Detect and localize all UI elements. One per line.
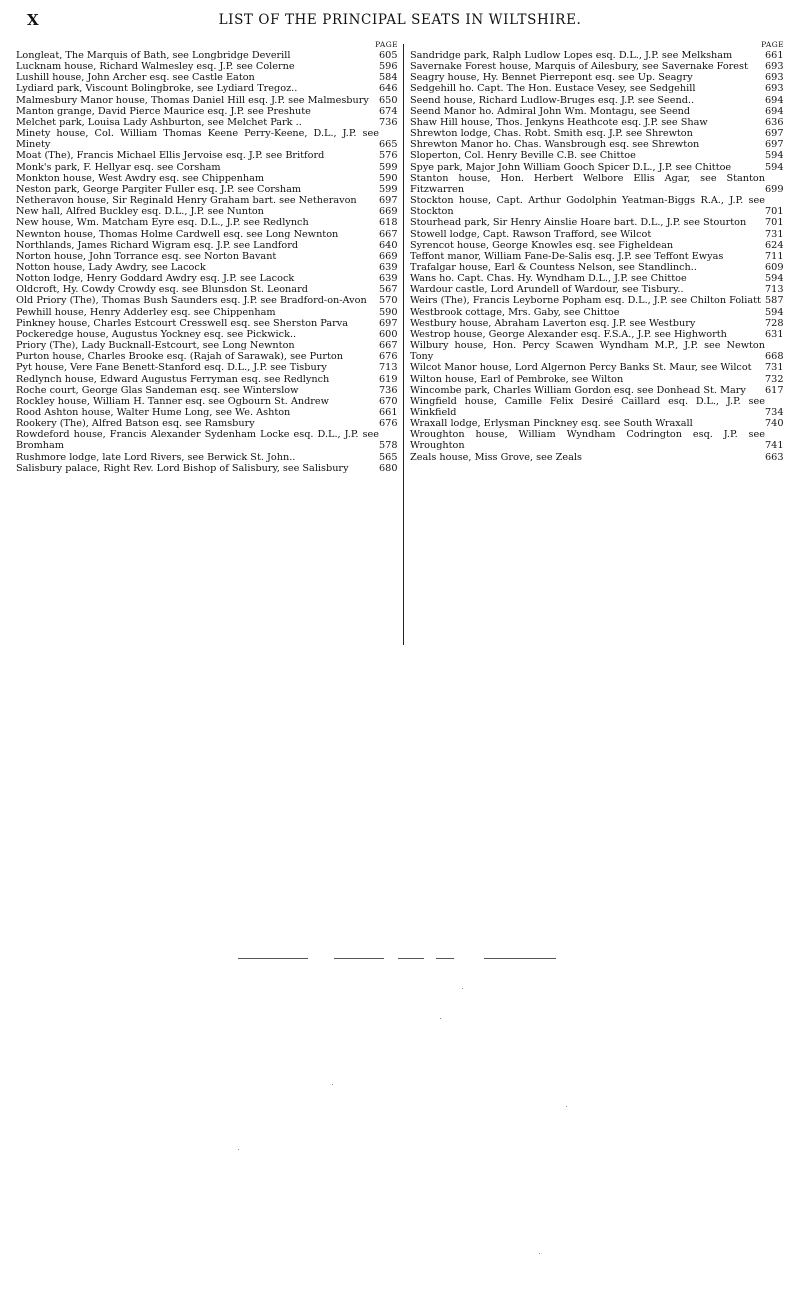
seat-entry-text: Netheravon house, Sir Reginald Henry Graham bart. see Netheravon <box>16 195 357 207</box>
seat-entry-page: 669 <box>379 206 398 218</box>
seat-entry-text: Monkton house, West Awdry esq. see Chippenham <box>16 172 265 184</box>
seat-entry-page: 594 <box>765 273 784 285</box>
seat-entry-page: 596 <box>379 61 398 73</box>
seat-entry-text: Redlynch house, Edward Augustus Ferryman esq. see Redlynch <box>16 373 330 385</box>
seat-entry <box>410 429 784 451</box>
seat-entry-text: Zeals house, Miss Grove, see Zeals <box>410 451 582 463</box>
seat-entry <box>410 139 784 150</box>
seat-entry-text: Notton house, Lady Awdry, see Lacock <box>16 261 206 273</box>
seat-entry <box>16 385 398 396</box>
seat-entry-page: 590 <box>379 306 398 318</box>
seat-entry <box>16 418 398 429</box>
seat-entry-page: 631 <box>765 328 784 340</box>
seat-entry <box>16 184 398 195</box>
seat-entry-text: Newnton house, Thomas Holme Cardwell esq. see Long Newnton <box>16 228 339 240</box>
seat-entry <box>16 262 398 273</box>
seat-entry-text: Pinkney house, Charles Estcourt Cresswell esq. see Sherston Parva <box>16 317 348 329</box>
seat-entry-page: 565 <box>379 451 398 463</box>
seat-entry-text: Rookery (The), Alfred Batson esq. see Ramsbury <box>16 418 255 430</box>
seat-entry-text: Rockley house, William H. Tanner esq. see Ogbourn St. Andrew <box>16 395 329 407</box>
print-speck <box>539 1253 540 1254</box>
seat-entry-page: 694 <box>765 94 784 106</box>
seat-entry <box>16 307 398 318</box>
print-speck <box>332 1084 333 1085</box>
seat-entry-page: 731 <box>765 228 784 240</box>
seat-entry <box>16 195 398 206</box>
right-column <box>410 40 784 463</box>
seat-entry-page: 599 <box>379 161 398 173</box>
seat-entry-text: Minety house, Col. William Thomas Keene Perry-Keene, D.L., J.P. see Minety <box>16 128 379 151</box>
seat-entry <box>16 374 398 385</box>
seat-entry-page: 701 <box>765 217 784 229</box>
seat-entry <box>410 61 784 72</box>
seat-entry <box>410 307 784 318</box>
seat-entry-page: 697 <box>765 128 784 140</box>
seat-entry-page: 676 <box>379 418 398 430</box>
seat-entry-text: Wincombe park, Charles William Gordon esq. see Donhead St. Mary <box>410 384 746 396</box>
seat-entry-page: 609 <box>765 261 784 273</box>
seat-entry-text: Rood Ashton house, Walter Hume Long, see We. Ashton <box>16 407 291 418</box>
seat-entry-text: Salisbury palace, Right Rev. Lord Bishop of Salisbury, see Salisbury <box>16 462 349 474</box>
seat-entry <box>410 150 784 161</box>
seat-entry-page: 567 <box>379 284 398 296</box>
seat-entry <box>410 362 784 373</box>
seat-entry <box>16 206 398 217</box>
seat-entry-text: Pewhill house, Henry Adderley esq. see Chippenham <box>16 306 276 318</box>
seat-entry <box>16 95 398 106</box>
seat-entry-page: 736 <box>379 384 398 396</box>
left-column <box>16 40 398 474</box>
seat-entry <box>16 61 398 72</box>
seat-entry-page: 674 <box>379 105 398 117</box>
seat-entry <box>410 128 784 139</box>
page-column-heading: PAGE <box>761 40 784 49</box>
seat-entry <box>16 407 398 418</box>
seat-entry <box>410 195 784 217</box>
seat-entry <box>410 240 784 251</box>
seat-entry-page: 740 <box>765 418 784 430</box>
seat-entry <box>410 50 784 61</box>
seat-entry-text: Stowell lodge, Capt. Rawson Trafford, see Wilcot <box>410 228 652 240</box>
seat-entry-page: 665 <box>379 139 398 151</box>
seat-entry-text: Purton house, Charles Brooke esq. (Rajah of Sarawak), see Purton <box>16 351 343 363</box>
seat-entry-page: 713 <box>379 362 398 374</box>
seat-entry-page: 599 <box>379 183 398 195</box>
seat-entry <box>16 240 398 251</box>
seat-entry <box>16 162 398 173</box>
seat-entry-text: Westbury house, Abraham Laverton esq. J.P. see Westbury <box>410 317 696 329</box>
seat-entry-text: Westrop house, George Alexander esq. F.S.A., J.P. see Highworth <box>410 328 727 340</box>
seat-entry <box>410 318 784 329</box>
seat-entry-text: Old Priory (The), Thomas Bush Saunders esq. J.P. see Bradford-on-Avon <box>16 295 367 307</box>
seat-entry <box>16 295 398 306</box>
seat-entry-text: Roche court, George Glas Sandeman esq. see Winterslow <box>16 384 299 396</box>
seat-entry-text: Rushmore lodge, late Lord Rivers, see Berwick St. John.. <box>16 451 296 463</box>
seat-entry-page: 600 <box>379 328 398 340</box>
entry-list <box>16 50 398 474</box>
seat-entry-page: 713 <box>765 284 784 296</box>
seat-entry-page: 636 <box>765 116 784 128</box>
seat-entry-text: Sloperton, Col. Henry Beville C.B. see Chittoe <box>410 150 636 162</box>
seat-entry-text: Oldcroft, Hy. Cowdy Crowdy esq. see Blunsdon St. Leonard <box>16 284 308 296</box>
seat-entry <box>410 295 784 306</box>
seat-entry <box>410 83 784 94</box>
seat-entry <box>410 418 784 429</box>
page-title: LIST OF THE PRINCIPAL SEATS IN WILTSHIRE. <box>218 12 582 28</box>
seat-entry-text: Shaw Hill house, Thos. Jenkyns Heathcote esq. J.P. see Shaw <box>410 116 708 128</box>
seat-entry <box>410 273 784 284</box>
page-number: X <box>27 11 39 29</box>
seat-entry-page: 667 <box>379 228 398 240</box>
seat-entry <box>16 150 398 161</box>
seat-entry-page: 570 <box>379 295 398 307</box>
seat-entry-page: 697 <box>379 317 398 329</box>
seat-entry-text: Rowdeford house, Francis Alexander Sydenham Locke esq. D.L., J.P. see Bromham <box>16 429 379 452</box>
seat-entry-page: 661 <box>765 50 784 61</box>
seat-entry <box>410 452 784 463</box>
page-column-heading: PAGE <box>375 40 398 49</box>
seat-entry-page: 734 <box>765 407 784 418</box>
seat-entry <box>16 217 398 228</box>
seat-entry-text: Wardour castle, Lord Arundell of Wardour, see Tisbury.. <box>410 284 684 296</box>
seat-entry <box>16 429 398 451</box>
seat-entry <box>410 72 784 83</box>
seat-entry <box>410 340 784 362</box>
seat-entry <box>410 106 784 117</box>
seat-entry-page: 693 <box>765 72 784 84</box>
seat-entry-page: 584 <box>379 72 398 84</box>
seat-entry-text: Seagry house, Hy. Bennet Pierrepont esq. see Up. Seagry <box>410 72 693 84</box>
seat-entry <box>410 284 784 295</box>
seat-entry-text: Pockeredge house, Augustus Yockney esq. see Pickwick.. <box>16 328 297 340</box>
seat-entry-text: Trafalgar house, Earl & Countess Nelson, see Standlinch.. <box>410 261 697 273</box>
section-rule <box>238 958 556 960</box>
print-speck <box>462 988 463 989</box>
seat-entry <box>410 374 784 385</box>
seat-entry-text: Longleat, The Marquis of Bath, see Longbridge Deverill <box>16 50 291 61</box>
seat-entry <box>410 329 784 340</box>
seat-entry <box>16 50 398 61</box>
seat-entry-page: 697 <box>379 195 398 207</box>
seat-entry-text: Shrewton lodge, Chas. Robt. Smith esq. J.P. see Shrewton <box>410 128 693 140</box>
seat-entry <box>410 117 784 128</box>
seat-entry-page: 663 <box>765 451 784 463</box>
seat-entry-page: 576 <box>379 150 398 162</box>
seat-entry-page: 646 <box>379 83 398 95</box>
seat-entry-page: 732 <box>765 373 784 385</box>
seat-entry <box>410 217 784 228</box>
seat-entry <box>410 173 784 195</box>
seat-entry <box>410 396 784 418</box>
seat-entry-page: 680 <box>379 462 398 474</box>
seat-entry-page: 650 <box>379 94 398 106</box>
seat-entry <box>16 117 398 128</box>
seat-entry-page: 711 <box>765 250 784 262</box>
seat-entry-text: Sedgehill ho. Capt. The Hon. Eustace Vesey, see Sedgehill <box>410 83 696 95</box>
seat-entry-text: Wans ho. Capt. Chas. Hy. Wyndham D.L., J.P. see Chittoe <box>410 273 687 285</box>
seat-entry-page: 624 <box>765 239 784 251</box>
print-speck <box>440 1018 441 1019</box>
seat-entry-page: 639 <box>379 273 398 285</box>
seat-entry-text: Seend house, Richard Ludlow-Bruges esq. J.P. see Seend.. <box>410 94 695 106</box>
seat-entry-page: 578 <box>379 440 398 452</box>
seat-entry-page: 699 <box>765 183 784 195</box>
seat-entry <box>410 95 784 106</box>
seat-entry-page: 640 <box>379 239 398 251</box>
seat-entry-text: Stockton house, Capt. Arthur Godolphin Yeatman-Biggs R.A., J.P. see Stockton <box>410 195 765 218</box>
seat-entry-page: 736 <box>379 116 398 128</box>
seat-entry <box>410 251 784 262</box>
seat-entry-page: 731 <box>765 362 784 374</box>
seat-entry-text: Wilcot Manor house, Lord Algernon Percy Banks St. Maur, see Wilcot <box>410 362 752 374</box>
seat-entry <box>16 128 398 150</box>
seat-entry <box>16 273 398 284</box>
seat-entry-text: Teffont manor, William Fane-De-Salis esq. J.P. see Teffont Ewyas <box>410 250 724 262</box>
seat-entry-text: Stanton house, Hon. Herbert Welbore Ellis Agar, see Stanton Fitzwarren <box>410 172 765 195</box>
seat-entry-page: 668 <box>765 351 784 363</box>
column-divider <box>403 44 404 645</box>
seat-entry-page: 617 <box>765 384 784 396</box>
seat-entry-text: Lydiard park, Viscount Bolingbroke, see Lydiard Tregoz.. <box>16 83 298 95</box>
seat-entry <box>16 340 398 351</box>
seat-entry-text: Wingfield house, Camille Felix Desiré Caillard esq. D.L., J.P. see Winkfield <box>410 395 765 418</box>
seat-entry-page: 590 <box>379 172 398 184</box>
seat-entry-text: Notton lodge, Henry Goddard Awdry esq. J.P. see Lacock <box>16 273 295 285</box>
seat-entry-text: Sandridge park, Ralph Ludlow Lopes esq. D.L., J.P. see Melksham <box>410 50 733 61</box>
print-speck <box>238 1149 239 1150</box>
seat-entry-page: 693 <box>765 83 784 95</box>
seat-entry-page: 728 <box>765 317 784 329</box>
seat-entry-page: 594 <box>765 161 784 173</box>
seat-entry-text: Lucknam house, Richard Walmesley esq. J.P. see Colerne <box>16 61 295 73</box>
seat-entry-text: Lushill house, John Archer esq. see Castle Eaton <box>16 72 255 84</box>
entry-list <box>410 50 784 463</box>
seat-entry <box>16 251 398 262</box>
seat-entry-text: Syrencot house, George Knowles esq. see Figheldean <box>410 239 674 251</box>
seat-entry <box>16 173 398 184</box>
seat-entry-page: 594 <box>765 306 784 318</box>
seat-entry-page: 694 <box>765 105 784 117</box>
seat-entry-text: Norton house, John Torrance esq. see Norton Bavant <box>16 250 277 262</box>
seat-entry-text: New house, Wm. Matcham Eyre esq. D.L., J.P. see Redlynch <box>16 217 309 229</box>
seat-entry <box>16 229 398 240</box>
seat-entry-page: 587 <box>765 295 784 307</box>
seat-entry-page: 618 <box>379 217 398 229</box>
seat-entry-page: 667 <box>379 340 398 352</box>
seat-entry-text: Stourhead park, Sir Henry Ainslie Hoare bart. D.L., J.P. see Stourton <box>410 217 747 229</box>
seat-entry-page: 676 <box>379 351 398 363</box>
seat-entry <box>16 463 398 474</box>
seat-entry-page: 619 <box>379 373 398 385</box>
seat-entry <box>16 452 398 463</box>
seat-entry-page: 639 <box>379 261 398 273</box>
seat-entry-text: Weirs (The), Francis Leyborne Popham esq. D.L., J.P. see Chilton Foliatt <box>410 295 761 307</box>
seat-entry <box>410 229 784 240</box>
seat-entry <box>16 396 398 407</box>
seat-entry-page: 701 <box>765 206 784 218</box>
seat-entry-text: New hall, Alfred Buckley esq. D.L., J.P. see Nunton <box>16 206 264 218</box>
seat-entry-text: Priory (The), Lady Bucknall-Estcourt, see Long Newnton <box>16 340 295 352</box>
seat-entry <box>16 318 398 329</box>
seat-entry <box>16 83 398 94</box>
seat-entry <box>16 329 398 340</box>
seat-entry-text: Northlands, James Richard Wigram esq. J.P. see Landford <box>16 239 299 251</box>
seat-entry <box>16 284 398 295</box>
seat-entry-text: Wilton house, Earl of Pembroke, see Wilton <box>410 373 624 385</box>
seat-entry-page: 741 <box>765 440 784 452</box>
seat-entry <box>410 262 784 273</box>
seat-entry-text: Manton grange, David Pierce Maurice esq. J.P. see Preshute <box>16 105 311 117</box>
seat-entry-text: Wilbury house, Hon. Percy Scawen Wyndham M.P., J.P. see Newton Tony <box>410 340 765 363</box>
seat-entry-page: 693 <box>765 61 784 73</box>
seat-entry <box>410 385 784 396</box>
seat-entry-page: 697 <box>765 139 784 151</box>
seat-entry <box>16 351 398 362</box>
seat-entry <box>410 162 784 173</box>
seat-entry-page: 605 <box>379 50 398 61</box>
seat-entry-text: Pyt house, Vere Fane Benett-Stanford esq. D.L., J.P. see Tisbury <box>16 362 327 374</box>
seat-entry-text: Seend Manor ho. Admiral John Wm. Montagu, see Seend <box>410 105 691 117</box>
seat-entry-text: Moat (The), Francis Michael Ellis Jervoise esq. J.P. see Britford <box>16 150 325 162</box>
seat-entry-page: 669 <box>379 250 398 262</box>
seat-entry-page: 661 <box>379 407 398 418</box>
seat-entry <box>16 106 398 117</box>
print-speck <box>566 1106 567 1107</box>
seat-entry-text: Wraxall lodge, Erlysman Pinckney esq. see South Wraxall <box>410 418 693 430</box>
seat-entry-page: 594 <box>765 150 784 162</box>
seat-entry-text: Melchet park, Louisa Lady Ashburton, see Melchet Park .. <box>16 116 302 128</box>
seat-entry <box>16 362 398 373</box>
seat-entry-text: Savernake Forest house, Marquis of Ailesbury, see Savernake Forest <box>410 61 748 73</box>
seat-entry-text: Spye park, Major John William Gooch Spicer D.L., J.P. see Chittoe <box>410 161 732 173</box>
seat-entry-text: Neston park, George Pargiter Fuller esq. J.P. see Corsham <box>16 183 302 195</box>
seat-entry-text: Shrewton Manor ho. Chas. Wansbrough esq. see Shrewton <box>410 139 700 151</box>
seat-entry-text: Wroughton house, William Wyndham Codrington esq. J.P. see Wroughton <box>410 429 765 452</box>
seat-entry-text: Malmesbury Manor house, Thomas Daniel Hill esq. J.P. see Malmesbury <box>16 94 369 106</box>
seat-entry-page: 670 <box>379 395 398 407</box>
seat-entry-text: Monk's park, F. Hellyar esq. see Corsham <box>16 161 221 173</box>
seat-entry-text: Westbrook cottage, Mrs. Gaby, see Chittoe <box>410 306 620 318</box>
seat-entry <box>16 72 398 83</box>
page-header <box>0 0 800 30</box>
